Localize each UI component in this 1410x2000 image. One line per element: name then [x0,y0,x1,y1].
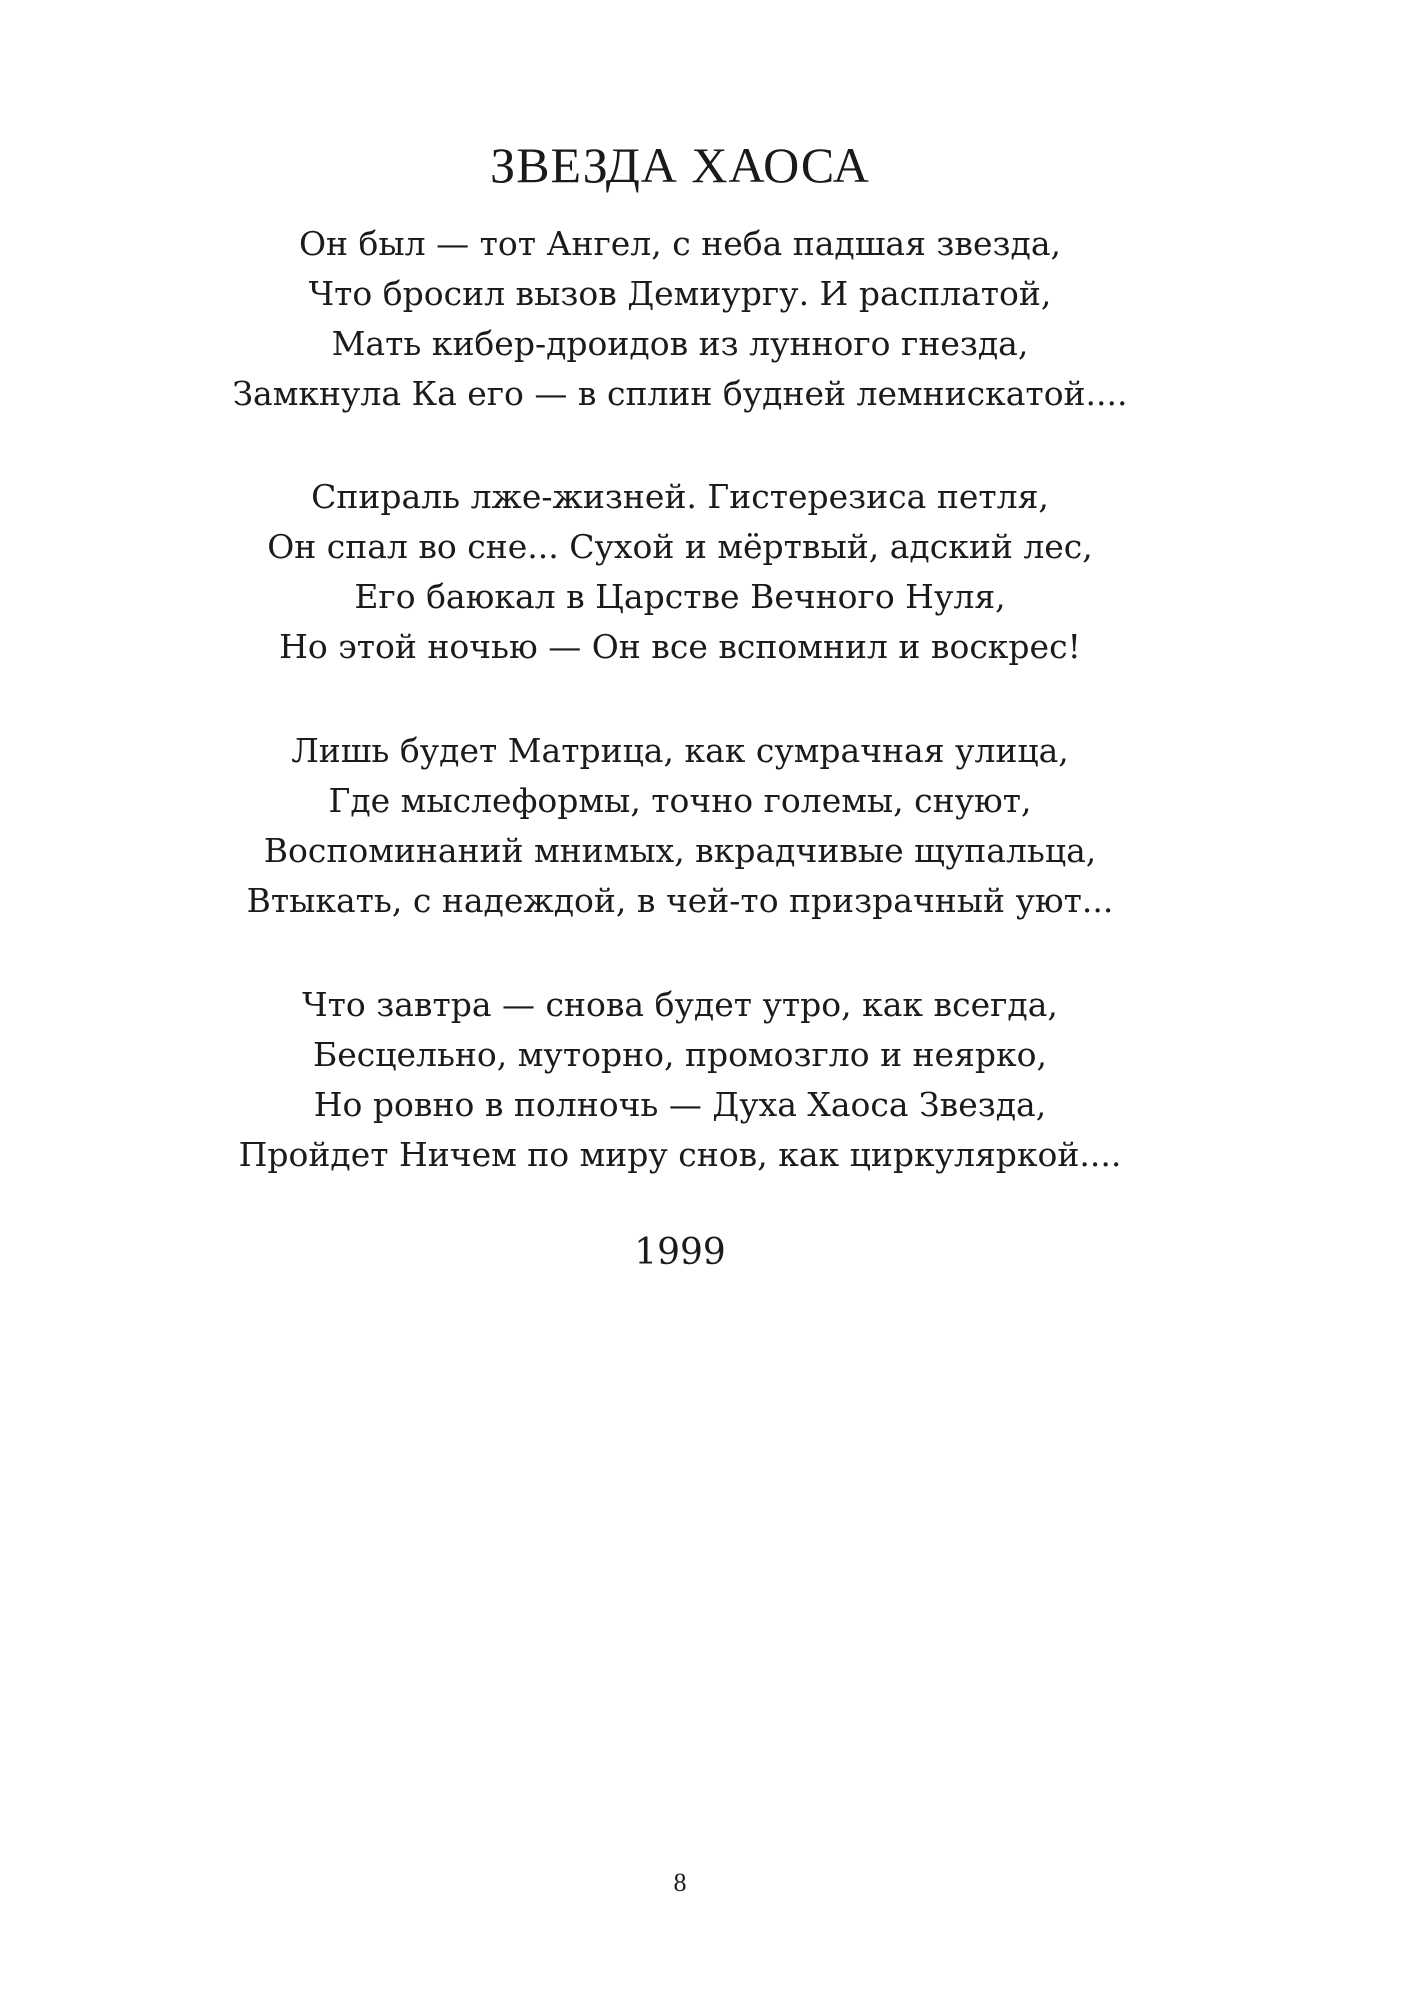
stanza-2-line-3: Его баюкал в Царстве Вечного Нуля, [354,577,1006,616]
stanza-2-line-2: Он спал во сне... Сухой и мёртвый, адский лес, [267,527,1093,566]
stanza-1 [0,219,1360,419]
stanza-1-line-1: Он был — тот Ангел, с неба падшая звезда, [299,224,1061,263]
stanza-1-line-2: Что бросил вызов Демиургу. И расплатой, [308,274,1052,313]
stanza-2 [0,472,1360,672]
stanza-3-line-2: Где мыслеформы, точно големы, снуют, [328,781,1032,820]
stanza-4-line-2: Бесцельно, муторно, промозгло и неярко, [312,1035,1048,1074]
stanza-1-line-4: Замкнула Ка его — в сплин будней лемнискатой.... [232,374,1128,413]
stanza-3-line-3: Воспоминаний мнимых, вкрадчивые щупальца, [263,831,1097,870]
poem-title: ЗВЕЗДА ХАОСА [490,137,870,193]
stanza-4 [0,980,1360,1180]
stanza-4-line-4: Пройдет Ничем по миру снов, как циркуляркой.... [238,1135,1122,1174]
stanza-2-line-1: Спираль лже-жизней. Гистерезиса петля, [311,477,1049,516]
stanza-3-line-1: Лишь будет Матрица, как сумрачная улица, [291,731,1069,770]
stanza-3 [0,726,1360,926]
stanza-4-line-1: Что завтра — снова будет утро, как всегда, [302,985,1058,1024]
stanza-1-line-3: Мать кибер-дроидов из лунного гнезда, [331,324,1029,363]
stanza-2-line-4: Но этой ночью — Он все вспомнил и воскрес! [279,627,1081,666]
stanza-3-line-4: Втыкать, с надеждой, в чей-то призрачный уют... [246,881,1114,920]
page-number: 8 [673,1868,687,1897]
stanza-4-line-3: Но ровно в полночь — Духа Хаоса Звезда, [313,1085,1047,1124]
poem-year: 1999 [634,1232,726,1273]
